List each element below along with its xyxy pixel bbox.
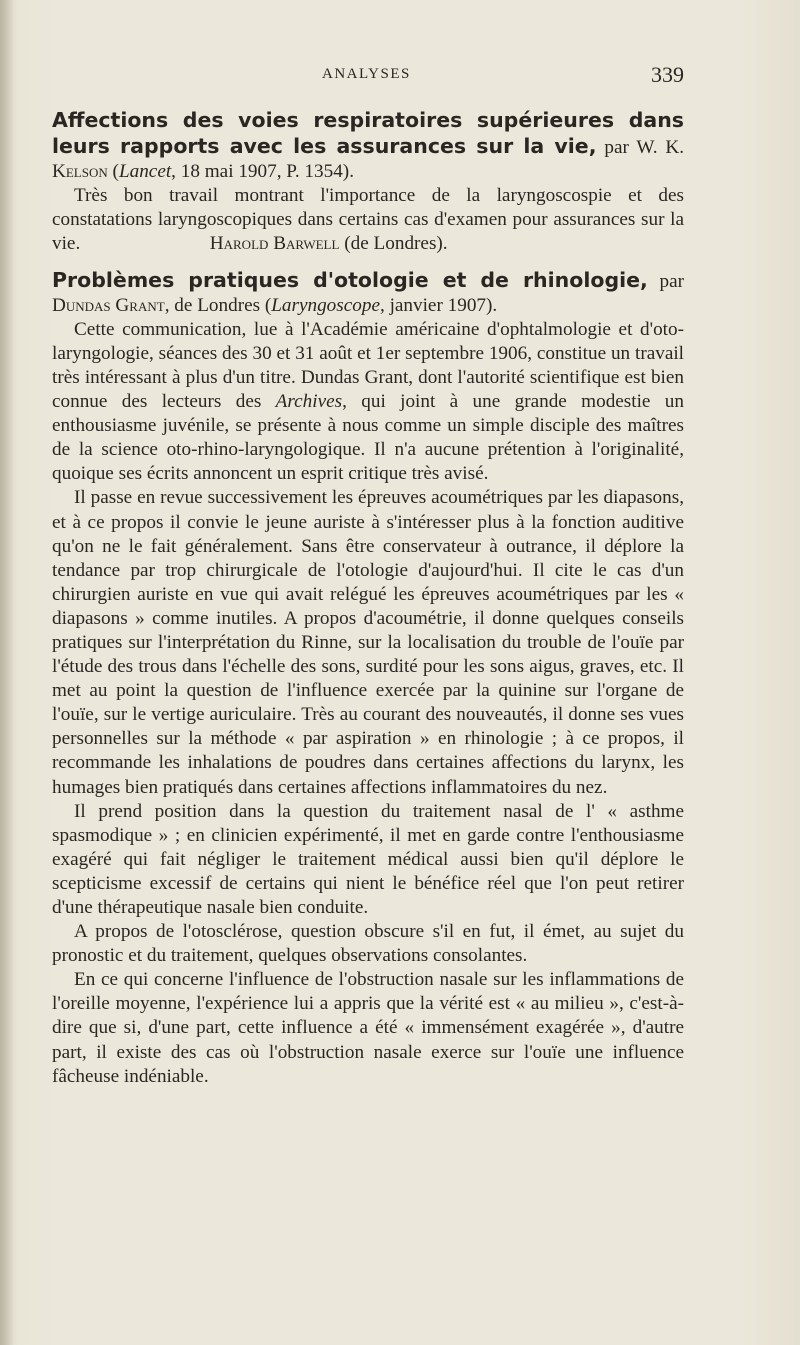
page-number: 339 <box>651 62 684 87</box>
author-location: , de Londres ( <box>164 294 272 316</box>
binding-shadow <box>0 0 14 1345</box>
paragraph: En ce qui concerne l'influence de l'obstruction nasale sur les inflammations de l'oreille moyenne, l'expérience lui a appris que la vérité est « au milieu », c'est-à-dire que si, d'une part, cette influence a été « immensément exagérée », d'autre part, il existe des cas où l'obstruction nasale exerce sur l'ouïe une influence fâcheuse indéniable. <box>52 969 684 1087</box>
article-dundas-grant <box>52 268 684 1089</box>
running-head <box>52 62 684 92</box>
citation-open: ( <box>107 161 119 183</box>
byline-prefix: par W. K. <box>596 137 685 159</box>
running-title: ANALYSES <box>322 66 411 82</box>
journal-name: Archives <box>275 391 343 413</box>
author-name: Dundas Grant <box>52 294 165 316</box>
reviewer-name: Harold Barwell <box>209 233 340 255</box>
paragraph <box>52 318 684 487</box>
citation-details: , janvier 1907). <box>379 294 498 316</box>
paragraph-text: , qui joint à une grande modestie un enthousiasme juvénile, se présente à nous comme un simple disciple des maîtres de la science oto-rhino-laryngologique. Il n'a aucune prétention à l'originalité, quoique ses écrits annoncent un esprit critique très avisé. <box>52 391 684 485</box>
citation-details: , 18 mai 1907, P. 1354). <box>171 161 354 183</box>
article-kelson <box>52 108 684 257</box>
page-content <box>52 108 684 1089</box>
journal-name: Laryngoscope <box>271 294 380 316</box>
paragraph-text: Cette communication, lue à l'Académie américaine d'ophtalmologie et d'oto-laryngologie, séances des 30 et 31 août et 1er septembre 1906, constitue un travail très intéressant à plus d'un titre. Dundas Grant, dont l'autorité scientifique est bien connue des lecteurs des <box>52 318 684 413</box>
journal-name: Lancet <box>118 161 172 183</box>
paragraph: Il passe en revue successivement les épreuves acoumétriques par les diapasons, et à ce propos il convie le jeune auriste à s'intéresser plus à la fonction auditive qu'on ne le fait généralement. Sans être conservateur à outrance, il déplore la tendance par trop chirurgicale de l'otologie d'aujourd'hui. Il cite le cas d'un chirurgien auriste en vue qui avait relégué les épreuves acoumétriques par les « diapasons » comme inutiles. A propos d'acoumétrie, il donne quelques conseils pratiques sur l'interprétation du Rinne, sur la localisation du trouble de l'ouïe par l'étude des trous dans l'échelle des sons, surdité pour les sons aigus, graves, etc. Il met au point la question de l'influence exercée par la quinine sur l'organe de l'ouïe, sur le vertige auriculaire. Très au courant des nouveautés, il donne ses vues personnelles sur la méthode « par aspiration » en rhinologie ; à ce propos, il recommande les inhalations de poudres dans certaines affections du larynx, les humages bien pratiqués dans certaines affections inflammatoires du nez. <box>52 487 684 798</box>
author-name: Kelson <box>52 161 108 183</box>
paragraph: Il prend position dans la question du traitement nasal de l' « asthme spasmodique » ; en clinicien expérimenté, il met en garde contre l'enthousiasme exagéré qui fait négliger le traitement médical aussi bien qu'il déplore le scepticisme excessif de certains qui nient le bénéfice réel que l'on peut retirer d'une thérapeutique nasale bien conduite. <box>52 800 684 918</box>
reviewer-affiliation: (de Londres). <box>339 233 448 255</box>
paragraph: A propos de l'otosclérose, question obscure s'il en fut, il émet, au sujet du pronostic et du traitement, quelques observations consolantes. <box>52 921 684 967</box>
paragraph <box>52 184 684 256</box>
article-title: Problèmes pratiques d'otologie et de rhinologie, <box>52 267 648 292</box>
article-title-line <box>52 108 684 184</box>
article-title-line <box>52 268 684 318</box>
paragraph-text: Très bon travail montrant l'importance de la laryngoscospie et des constatations laryngoscopiques dans certains cas d'examen pour assurances sur la vie. <box>52 185 684 255</box>
byline-prefix: par <box>647 270 685 292</box>
article-title: Affections des voies respiratoires supérieures dans leurs rapports avec les assurances sur la vie, <box>52 108 684 159</box>
